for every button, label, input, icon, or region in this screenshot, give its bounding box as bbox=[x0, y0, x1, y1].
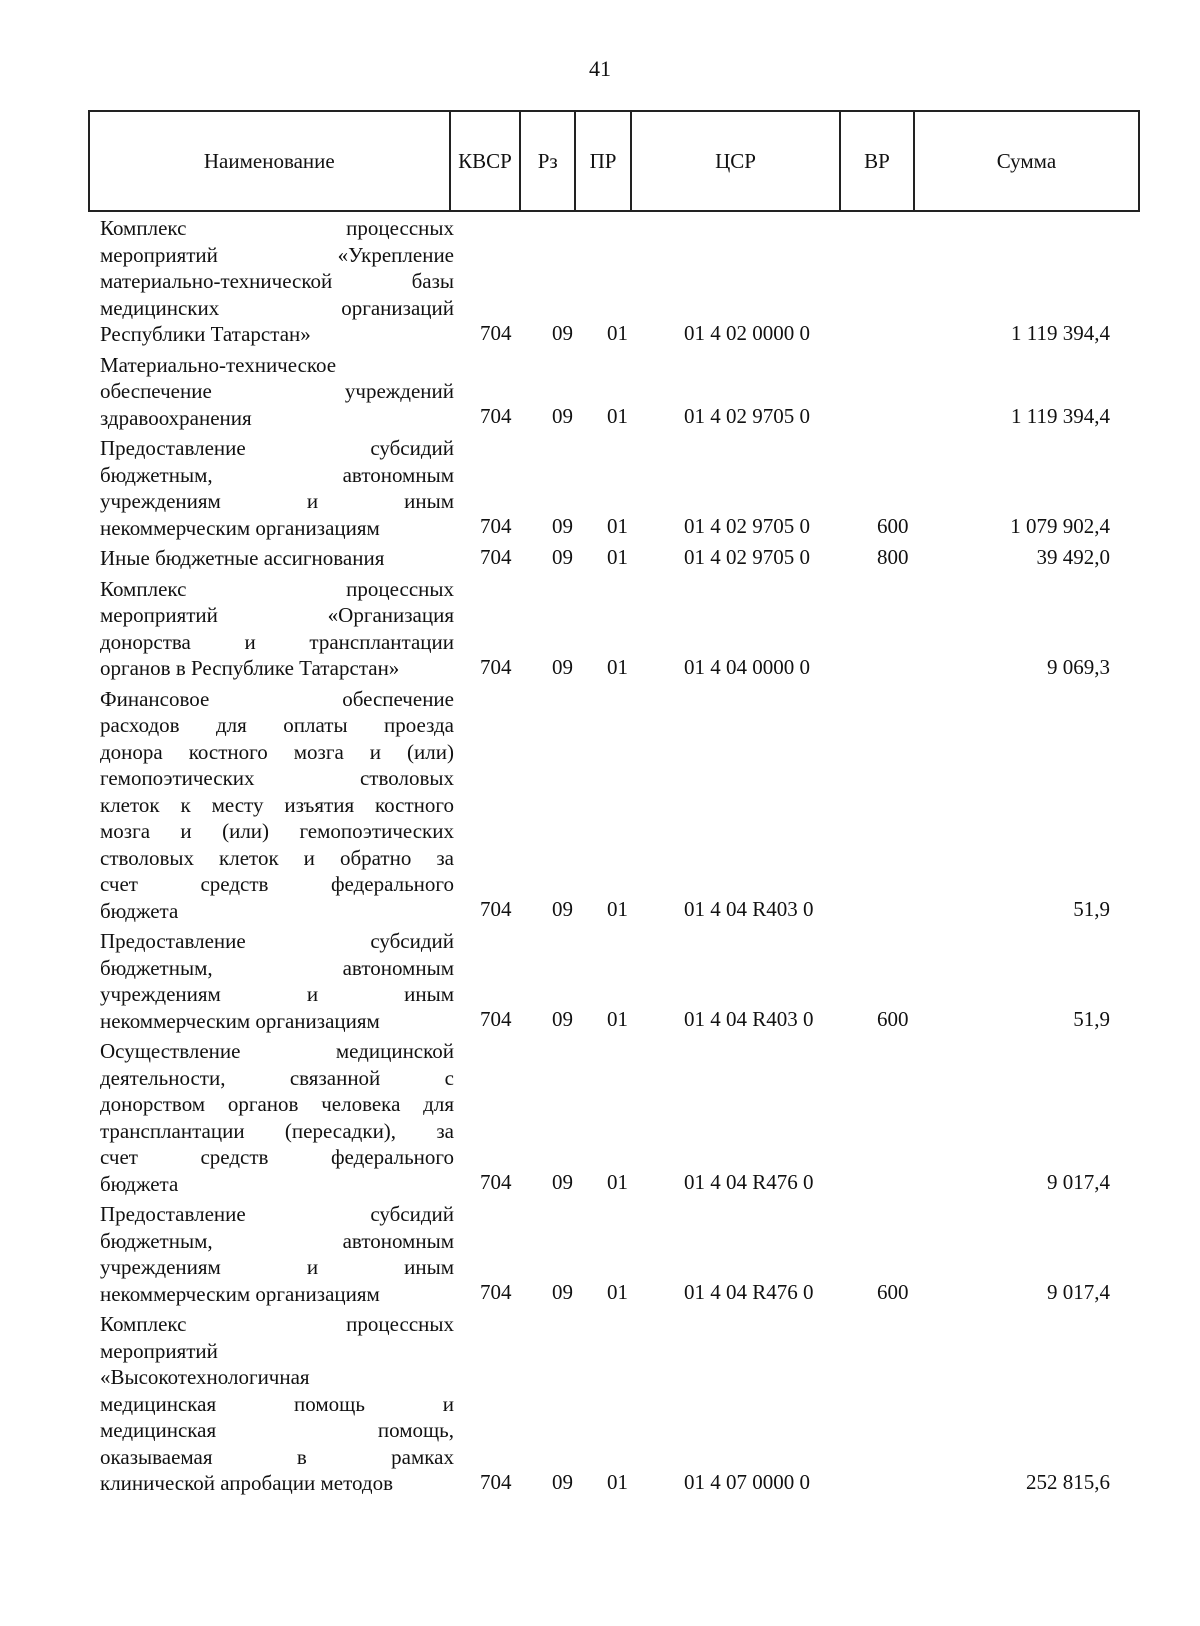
row-pr: 01 bbox=[607, 514, 628, 538]
table-row bbox=[0, 574, 1200, 684]
table-row bbox=[0, 350, 1200, 434]
row-csr: 01 4 07 0000 0 bbox=[684, 1469, 810, 1494]
row-name-line: донора костного мозга и (или) bbox=[100, 739, 454, 764]
row-name bbox=[100, 684, 454, 927]
row-name bbox=[100, 1199, 454, 1309]
row-csr: 01 4 04 R476 0 bbox=[684, 1280, 814, 1304]
row-name bbox=[100, 574, 454, 684]
row-pr: 01 bbox=[607, 544, 628, 569]
row-name-line: Республики Татарстан» bbox=[100, 322, 311, 346]
row-sum: 51,9 bbox=[1073, 897, 1110, 921]
row-name-line: донорством органов человека для bbox=[100, 1092, 454, 1116]
header-sum: Сумма bbox=[996, 148, 1057, 173]
row-name-line: счет средств федерального bbox=[100, 1145, 454, 1169]
row-name-line: бюджета bbox=[100, 898, 179, 923]
row-sum: 51,9 bbox=[1073, 1007, 1110, 1031]
row-name bbox=[100, 350, 454, 434]
row-vr: 600 bbox=[877, 1280, 909, 1304]
row-kvsr: 704 bbox=[480, 654, 512, 679]
row-name-line: Предоставление субсидий bbox=[100, 929, 454, 953]
row-rz: 09 bbox=[552, 404, 573, 428]
row-rz: 09 bbox=[552, 1007, 573, 1031]
row-sum: 1 119 394,4 bbox=[1011, 320, 1110, 345]
row-csr: 01 4 04 0000 0 bbox=[684, 654, 810, 679]
row-pr: 01 bbox=[607, 1469, 628, 1494]
row-name-line: мероприятий bbox=[100, 1338, 218, 1363]
row-name-line: Иные бюджетные ассигнования bbox=[100, 546, 385, 570]
row-vr: 800 bbox=[877, 544, 909, 569]
table-row bbox=[0, 433, 1200, 543]
row-rz: 09 bbox=[552, 654, 573, 679]
row-kvsr: 704 bbox=[480, 1007, 512, 1031]
row-name-line: Материально-техническое bbox=[100, 352, 337, 377]
row-name bbox=[100, 1036, 454, 1199]
row-name bbox=[100, 213, 454, 350]
row-name-line: здравоохранения bbox=[100, 405, 252, 430]
row-name-line: Комплекс процессных bbox=[100, 1312, 454, 1336]
table-row bbox=[0, 1199, 1200, 1309]
row-pr: 01 bbox=[607, 897, 628, 921]
header-rz: Рз bbox=[521, 112, 576, 210]
row-csr: 01 4 02 0000 0 bbox=[684, 320, 810, 345]
row-rz: 09 bbox=[552, 320, 573, 345]
row-name-line: материально-технической базы bbox=[100, 269, 454, 293]
row-name-line: клинической апробации методов bbox=[100, 1471, 394, 1495]
row-pr: 01 bbox=[607, 404, 628, 428]
table-row bbox=[0, 1036, 1200, 1199]
row-kvsr: 704 bbox=[480, 404, 512, 428]
row-name-line: некоммерческим организациям bbox=[100, 515, 380, 540]
header-csr: ЦСР bbox=[632, 112, 841, 210]
row-rz: 09 bbox=[552, 1280, 573, 1304]
header-name: Наименование bbox=[90, 112, 451, 210]
row-name-line: обеспечение учреждений bbox=[100, 379, 454, 403]
table-row bbox=[0, 1309, 1200, 1499]
row-name bbox=[100, 926, 454, 1036]
row-name-line: Предоставление субсидий bbox=[100, 1202, 454, 1226]
table-body bbox=[0, 213, 1200, 1499]
row-sum: 9 069,3 bbox=[1047, 654, 1110, 679]
row-name-line: некоммерческим организациям bbox=[100, 1008, 380, 1033]
header-vr: ВР bbox=[841, 112, 915, 210]
header-kvsr: КВСР bbox=[451, 112, 522, 210]
row-name-line: мозга и (или) гемопоэтических bbox=[100, 819, 454, 843]
row-sum: 1 119 394,4 bbox=[1011, 404, 1110, 428]
table-header bbox=[88, 110, 1140, 212]
row-csr: 01 4 04 R403 0 bbox=[684, 1007, 814, 1031]
row-csr: 01 4 04 R403 0 bbox=[684, 897, 814, 921]
row-name-line: деятельности, связанной с bbox=[100, 1065, 454, 1090]
row-rz: 09 bbox=[552, 514, 573, 538]
row-name-line: стволовых клеток и обратно за bbox=[100, 845, 454, 870]
row-pr: 01 bbox=[607, 1280, 628, 1304]
row-name bbox=[100, 543, 454, 574]
row-csr: 01 4 04 R476 0 bbox=[684, 1170, 814, 1194]
row-sum: 39 492,0 bbox=[1036, 544, 1110, 569]
row-name-line: мероприятий «Укрепление bbox=[100, 242, 454, 267]
row-kvsr: 704 bbox=[480, 1280, 512, 1304]
row-name-line: клеток к месту изъятия костного bbox=[100, 792, 454, 817]
row-name-line: Комплекс процессных bbox=[100, 576, 454, 601]
row-sum: 9 017,4 bbox=[1047, 1280, 1110, 1304]
row-name-line: медицинская помощь и bbox=[100, 1391, 454, 1416]
row-rz: 09 bbox=[552, 897, 573, 921]
row-pr: 01 bbox=[607, 320, 628, 345]
row-name-line: бюджета bbox=[100, 1171, 179, 1196]
table-row bbox=[0, 684, 1200, 927]
row-name-line: мероприятий «Организация bbox=[100, 603, 454, 627]
row-name-line: органов в Республике Татарстан» bbox=[100, 656, 400, 680]
row-name-line: расходов для оплаты проезда bbox=[100, 713, 454, 737]
table-row bbox=[0, 926, 1200, 1036]
row-name-line: счет средств федерального bbox=[100, 872, 454, 896]
row-kvsr: 704 bbox=[480, 1469, 512, 1494]
page-number: 41 bbox=[589, 56, 611, 81]
row-name-line: учреждениям и иным bbox=[100, 489, 454, 513]
row-name-line: Осуществление медицинской bbox=[100, 1039, 454, 1063]
row-name-line: медицинских организаций bbox=[100, 295, 454, 320]
row-rz: 09 bbox=[552, 1170, 573, 1194]
row-kvsr: 704 bbox=[480, 320, 512, 345]
row-name-line: бюджетным, автономным bbox=[100, 955, 454, 980]
row-rz: 09 bbox=[552, 1469, 573, 1494]
row-vr: 600 bbox=[877, 1007, 909, 1031]
row-rz: 09 bbox=[552, 544, 573, 569]
row-csr: 01 4 02 9705 0 bbox=[684, 404, 810, 428]
row-sum: 252 815,6 bbox=[1026, 1469, 1110, 1494]
row-csr: 01 4 02 9705 0 bbox=[684, 514, 810, 538]
row-name-line: донорства и трансплантации bbox=[100, 629, 454, 654]
row-name-line: трансплантации (пересадки), за bbox=[100, 1118, 454, 1143]
row-name-line: бюджетным, автономным bbox=[100, 1228, 454, 1253]
row-kvsr: 704 bbox=[480, 1170, 512, 1194]
row-kvsr: 704 bbox=[480, 544, 512, 569]
row-name-line: бюджетным, автономным bbox=[100, 462, 454, 487]
row-name-line: «Высокотехнологичная bbox=[100, 1365, 310, 1389]
row-name-line: учреждениям и иным bbox=[100, 982, 454, 1006]
row-kvsr: 704 bbox=[480, 514, 512, 538]
row-name bbox=[100, 1309, 454, 1499]
row-name-line: гемопоэтических стволовых bbox=[100, 766, 454, 790]
row-name-line: Финансовое обеспечение bbox=[100, 686, 454, 711]
row-name-line: учреждениям и иным bbox=[100, 1255, 454, 1279]
row-name-line: некоммерческим организациям bbox=[100, 1281, 380, 1306]
header-pr: ПР bbox=[576, 112, 632, 210]
row-kvsr: 704 bbox=[480, 897, 512, 921]
row-pr: 01 bbox=[607, 654, 628, 679]
row-name-line: Предоставление субсидий bbox=[100, 436, 454, 460]
row-pr: 01 bbox=[607, 1170, 628, 1194]
row-sum: 1 079 902,4 bbox=[1010, 514, 1110, 538]
table-row bbox=[0, 543, 1200, 574]
row-sum: 9 017,4 bbox=[1047, 1170, 1110, 1194]
row-name-line: медицинская помощь, bbox=[100, 1418, 454, 1442]
row-vr: 600 bbox=[877, 514, 909, 538]
row-csr: 01 4 02 9705 0 bbox=[684, 544, 810, 569]
row-name-line: оказываемая в рамках bbox=[100, 1444, 454, 1469]
row-name bbox=[100, 433, 454, 543]
row-name-line: Комплекс процессных bbox=[100, 216, 454, 240]
row-pr: 01 bbox=[607, 1007, 628, 1031]
table-row bbox=[0, 213, 1200, 350]
